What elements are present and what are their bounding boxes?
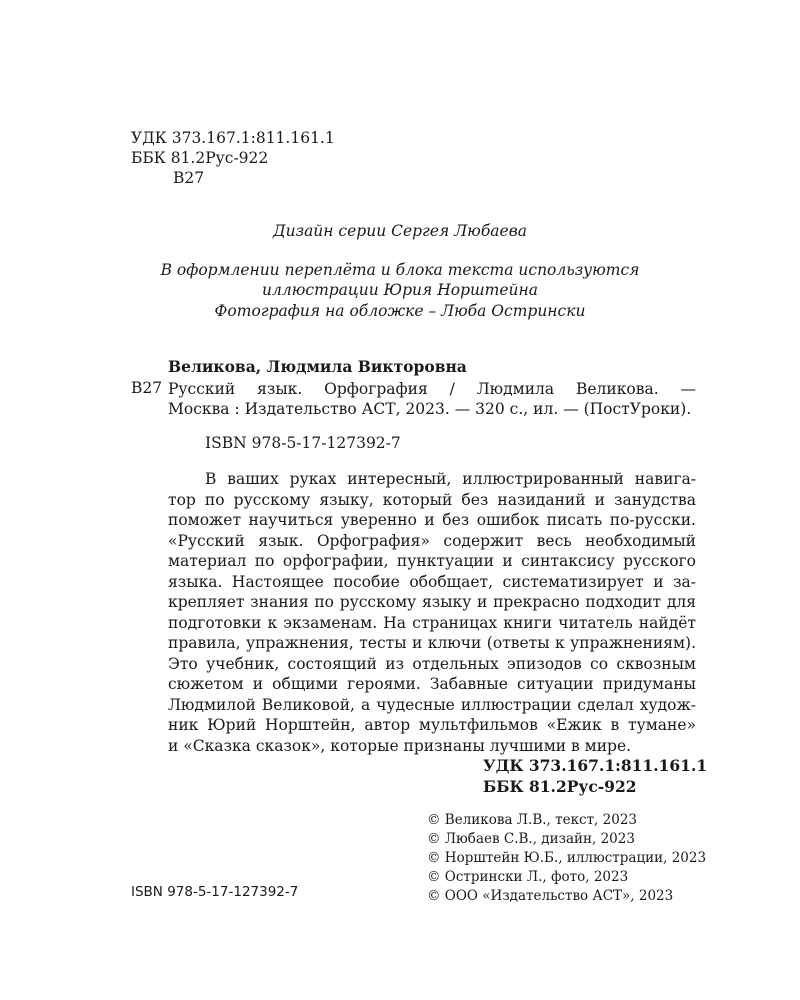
author-mark: В27 [173,169,205,187]
annotation-line: сюжетом и общими героями. Забавные ситуации придуманы [168,675,696,693]
isbn-record: ISBN 978-5-17-127392-7 [205,434,401,452]
isbn-footer: ISBN 978-5-17-127392-7 [131,884,299,900]
illustrations-credit-line2: иллюстрации Юрия Норштейна [262,281,538,299]
annotation-line: тор по русскому языку, который без назиданий и занудства [168,490,696,509]
annotation-line: и «Сказка сказок», которые признаны лучшими в мире. [168,736,632,755]
annotation-line: ник Юрий Норштейн, автор мультфильмов «Ежик в тумане» [168,716,696,734]
biblio-line: Москва : Издательство АСТ, 2023. — 320 с., ил. — (ПостУроки). [168,400,692,418]
udk-code: УДК 373.167.1:811.161.1 [131,129,335,147]
cover-photo-credit: Фотография на обложке – Люба Острински [214,302,586,320]
copyright-block [427,811,706,906]
annotation-line: материал по орфографии, пунктуации и синтаксису русского [168,552,696,570]
copyright-line: © Острински Л., фото, 2023 [427,869,629,885]
annotation-line: поможет научиться уверенно и без ошибок писать по-русски. [168,511,696,529]
biblio-line: Русский язык. Орфография / Людмила Великова. — [168,380,696,398]
annotation-line: правила, упражнения, тесты и ключи (ответы к упражнениям). [168,634,696,652]
annotation-line: подготовки к экзаменам. На страницах книги читатель найдёт [168,613,696,632]
copyright-line: © Норштейн Ю.Б., иллюстрации, 2023 [427,850,707,866]
copyright-line: © ООО «Издательство АСТ», 2023 [427,888,674,904]
annotation-line: крепляет знания по русскому языку и прекрасно подходит для [168,593,696,611]
annotation-line: языка. Настоящее пособие обобщает, систематизирует и за- [168,572,696,591]
copyright-line: © Великова Л.В., текст, 2023 [427,812,637,828]
index-bbk: ББК 81.2Рус-922 [483,777,637,796]
annotation-line: В ваших руках интересный, иллюстрированный навига- [205,470,696,488]
record-author-mark: В27 [131,379,163,397]
series-design-credit: Дизайн серии Сергея Любаева [273,222,527,240]
annotation-line: «Русский язык. Орфография» содержит весь необходимый [168,531,696,550]
author-heading: Великова, Людмила Викторовна [168,357,467,376]
copyright-line: © Любаев С.В., дизайн, 2023 [427,831,635,847]
annotation [168,469,696,756]
index-udk: УДК 373.167.1:811.161.1 [483,756,708,775]
bibliographic-description [168,379,696,419]
index-block [483,755,707,797]
annotation-line: Это учебник, состоящий из отдельных эпизодов со сквозным [168,654,696,673]
bbk-code: ББК 81.2Рус-922 [131,149,269,167]
annotation-line: Людмилой Великовой, а чудесные иллюстрации сделал худож- [168,695,696,714]
classification-block [131,128,335,188]
illustrations-credit-line1: В оформлении переплёта и блока текста используются [160,261,640,279]
